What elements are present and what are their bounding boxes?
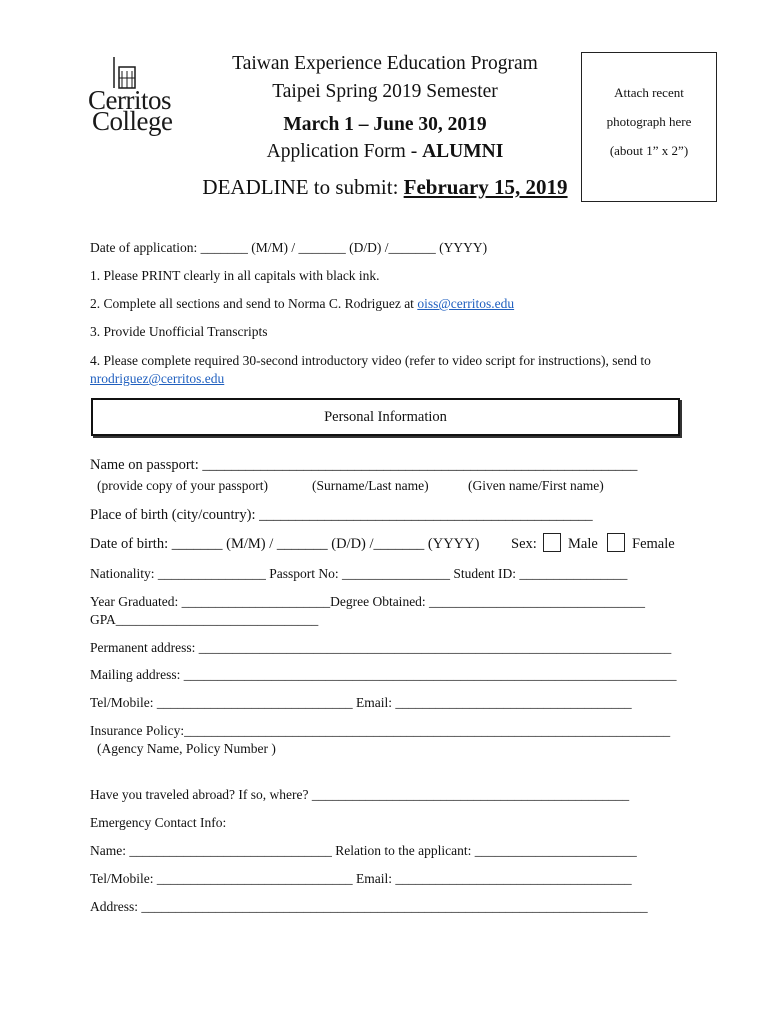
photo-box (581, 52, 717, 202)
instruction-2-text: 2. Complete all sections and send to Norma C. Rodriguez at (90, 296, 418, 311)
permanent-address-field[interactable]: Permanent address: ______________________________________________________________________ (90, 640, 672, 655)
sex-label: Sex: (511, 536, 537, 552)
photo-instruction-2: photograph here (606, 114, 692, 129)
emergency-tel-email-field[interactable]: Tel/Mobile: _____________________________ Email: ___________________________________ (90, 871, 632, 886)
program-dates: March 1 – June 30, 2019 (283, 114, 487, 135)
female-checkbox[interactable] (607, 533, 625, 552)
gpa-field[interactable]: GPA______________________________ (90, 612, 319, 627)
insurance-policy-field[interactable]: Insurance Policy:________________________________________________________________________ (90, 723, 671, 738)
male-label: Male (568, 536, 598, 552)
oiss-email-link[interactable]: oiss@cerritos.edu (417, 296, 515, 311)
name-hint-given-name: (Given name/First name) (468, 478, 604, 493)
deadline (185, 175, 585, 200)
date-of-birth-field[interactable]: Date of birth: _______ (M/M) / _______ (D/D) /_______ (YYYY) (90, 536, 480, 552)
form-title-prefix: Application Form - (266, 141, 423, 162)
photo-instruction-1: Attach recent (614, 85, 684, 100)
nationality-passport-studentid-field[interactable]: Nationality: ________________ Passport No: ________________ Student ID: ________________ (90, 566, 628, 581)
logo-word-college: College (92, 106, 173, 136)
cerritos-college-logo (86, 55, 176, 135)
program-title: Taiwan Experience Education Program (232, 53, 538, 74)
application-date-field[interactable]: Date of application: _______ (M/M) / _______ (D/D) /_______ (YYYY) (90, 240, 488, 255)
instruction-4: 4. Please complete required 30-second introductory video (refer to video script for instructions), send to (90, 353, 651, 368)
name-on-passport-field[interactable]: Name on passport: ____________________________________________________________ (90, 457, 638, 473)
female-label: Female (632, 536, 675, 552)
name-hint-surname: (Surname/Last name) (312, 478, 429, 493)
emergency-contact-heading: Emergency Contact Info: (90, 815, 227, 830)
year-graduated-degree-field[interactable]: Year Graduated: ______________________Degree Obtained: ________________________________ (90, 594, 646, 609)
male-checkbox[interactable] (543, 533, 561, 552)
logo-word-cerritos: Cerritos (88, 85, 171, 115)
instruction-2 (90, 296, 514, 312)
instruction-4-email (90, 371, 224, 387)
traveled-abroad-field[interactable]: Have you traveled abroad? If so, where? _______________________________________________ (90, 787, 630, 802)
mailing-address-field[interactable]: Mailing address: _________________________________________________________________________ (90, 667, 677, 682)
tower-icon (110, 55, 140, 89)
place-of-birth-field[interactable]: Place of birth (city/country): ______________________________________________ (90, 507, 593, 523)
instruction-1: 1. Please PRINT clearly in all capitals with black ink. (90, 268, 380, 283)
deadline-date: February 15, 2019 (403, 175, 568, 199)
emergency-name-relation-field[interactable]: Name: ______________________________ Relation to the applicant: ________________________ (90, 843, 637, 858)
photo-instruction-3: (about 1” x 2”) (609, 143, 689, 158)
emergency-address-field[interactable]: Address: ___________________________________________________________________________ (90, 899, 648, 914)
instruction-3: 3. Provide Unofficial Transcripts (90, 324, 268, 339)
deadline-prefix: DEADLINE to submit: (202, 175, 404, 199)
tel-email-field[interactable]: Tel/Mobile: _____________________________ Email: ___________________________________ (90, 695, 632, 710)
form-title (185, 141, 585, 163)
semester-title: Taipei Spring 2019 Semester (272, 81, 498, 102)
section-personal-information: Personal Information (91, 398, 680, 436)
form-type: ALUMNI (422, 141, 504, 162)
nrodriguez-email-link[interactable]: nrodriguez@cerritos.edu (90, 371, 225, 386)
name-hint-passport-copy: (provide copy of your passport) (97, 478, 268, 493)
insurance-hint: (Agency Name, Policy Number ) (97, 741, 276, 756)
